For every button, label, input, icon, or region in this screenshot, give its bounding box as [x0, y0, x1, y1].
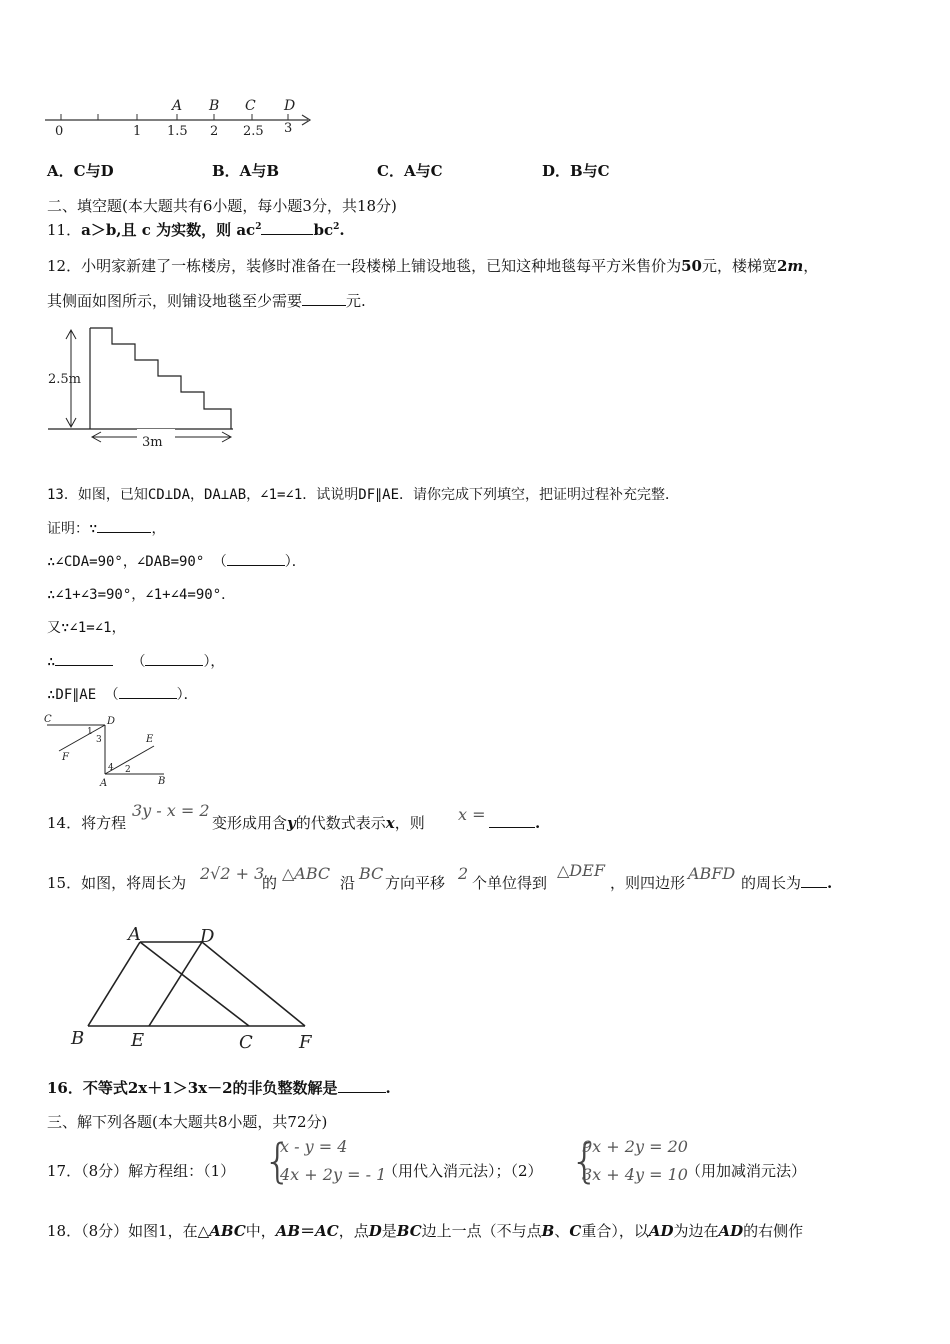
q17-method-2: （用加减消元法）	[686, 1162, 807, 1180]
stair-width-label: 3m	[142, 435, 163, 450]
tick-label-2: 2	[210, 124, 219, 139]
option-d: D．B与C	[542, 162, 610, 180]
q18-i: 为边在	[673, 1222, 719, 1240]
q18-ac: AC	[315, 1222, 339, 1240]
q16-end: .	[385, 1079, 391, 1097]
q15-quad: ABFD	[688, 864, 736, 883]
q15-label-a: A	[128, 924, 141, 945]
q13-proof-line-6	[47, 684, 198, 705]
q18-point-c: C	[569, 1222, 582, 1240]
q18-bc: BC	[396, 1222, 422, 1240]
q13-proof-line-4: 又∵∠1=∠1，	[47, 620, 126, 636]
q18-e: 是	[381, 1222, 397, 1240]
question-13: 13．如图，已知CD⊥DA，DA⊥AB，∠1=∠1．试说明DF∥AE．请你完成下列填空，把证明过程补充完整．	[47, 487, 680, 503]
q11-answer-blank[interactable]	[261, 220, 313, 235]
q18-g: 、	[554, 1222, 570, 1240]
q17-brace-1: {	[263, 1134, 293, 1188]
q13-blank-2[interactable]	[227, 551, 285, 566]
q13-proof-line-5	[47, 651, 224, 672]
q18-d: ，点	[338, 1222, 369, 1240]
q14-mid-b: 的代数式表示	[295, 814, 386, 832]
q12-answer-blank[interactable]	[302, 291, 346, 306]
q11-sup-2: 2	[333, 222, 340, 232]
q15-triangle-abc: △ABC	[282, 864, 331, 883]
q15-answer-blank[interactable]	[801, 873, 827, 888]
q15-label-b: B	[71, 1028, 85, 1049]
point-label-d: D	[284, 98, 296, 114]
q13-label-1: 1	[87, 727, 93, 737]
q13-proof-line-2	[47, 551, 306, 572]
q13-blank-4[interactable]	[145, 651, 203, 666]
q11-text-a: a＞b,且 c 为实数，则 ac	[81, 221, 256, 239]
point-label-b: B	[209, 98, 220, 114]
question-11	[47, 220, 345, 240]
q11-number: 11．	[47, 221, 82, 239]
q12-text-end: 元.	[346, 292, 366, 310]
q14-number: 14．将方程	[47, 814, 127, 832]
q13-label-c: C	[44, 714, 52, 725]
point-label-a: A	[172, 98, 183, 114]
q12-text-c: 元，楼梯宽	[701, 257, 777, 275]
section-2-heading: 二、填空题(本大题共有6小题，每小题3分，共18分)	[47, 197, 397, 215]
q11-end: .	[339, 221, 345, 239]
question-12-line-2	[47, 291, 366, 311]
q16-answer-blank[interactable]	[338, 1078, 386, 1093]
q15-label-e: E	[131, 1030, 145, 1051]
q14-rest	[212, 813, 425, 833]
q14-answer	[489, 813, 540, 833]
q17-sys1-eq2: 4x + 2y = - 1	[280, 1165, 387, 1184]
q17-sys1-eq1: x - y = 4	[280, 1137, 348, 1156]
q12-price: 50	[681, 257, 702, 275]
section-3-heading: 三、解下列各题(本大题共8小题，共72分)	[47, 1113, 328, 1131]
q15-distance: 2	[458, 864, 469, 883]
q13-label-3: 3	[96, 735, 102, 745]
q14-equation: 3y - x = 2	[132, 801, 210, 820]
q15-triangle-def: △DEF	[557, 861, 605, 880]
q17-brace-2: {	[570, 1134, 600, 1188]
q14-var-y: y	[287, 814, 296, 832]
q13-step5-b: （	[131, 654, 146, 670]
q13-step5-c: ），	[203, 654, 225, 670]
question-18	[47, 1221, 803, 1241]
q13-blank-1[interactable]	[97, 518, 151, 533]
q13-step2-a: ∴∠CDA=90°，∠DAB=90° （	[47, 554, 227, 570]
q13-label-f: F	[62, 752, 69, 763]
q11-text-b: bc	[313, 221, 334, 239]
question-16	[47, 1078, 391, 1098]
q15-figure	[65, 920, 330, 1055]
q15-t5: ，则四边形	[610, 874, 686, 892]
q18-f: 边上一点（不与点	[421, 1222, 542, 1240]
q18-h: 重合），以	[581, 1222, 649, 1240]
stair-height-label: 2.5m	[48, 372, 82, 387]
option-c: C．A与C	[377, 162, 443, 180]
q17-sys2-eq1: 9x + 2y = 20	[582, 1137, 688, 1156]
q13-blank-3[interactable]	[55, 651, 113, 666]
tick-label-1: 1	[133, 124, 142, 139]
q13-step6-a: ∴DF∥AE （	[47, 687, 119, 703]
q16-text: 16．不等式2x＋1＞3x－2的非负整数解是	[47, 1079, 338, 1097]
q12-text-line2: 其侧面如图所示，则铺设地毯至少需要	[47, 292, 303, 310]
q15-t6	[741, 873, 832, 893]
q13-label-a: A	[100, 778, 108, 789]
q13-proof-line-3: ∴∠1+∠3=90°，∠1+∠4=90°．	[47, 587, 236, 603]
q15-label-f: F	[299, 1032, 312, 1053]
q15-number: 15．如图，将周长为	[47, 874, 187, 892]
q15-t4: 个单位得到	[472, 874, 548, 892]
tick-label-0: 0	[55, 124, 64, 139]
q18-ad: AD	[648, 1222, 674, 1240]
q18-j: 的右侧作	[743, 1222, 804, 1240]
q18-c: ＝	[300, 1222, 316, 1240]
q13-label-2: 2	[125, 765, 131, 775]
q12-unit: m	[787, 257, 804, 275]
q14-end: .	[535, 814, 541, 832]
q18-abc: ABC	[209, 1222, 246, 1240]
q15-label-c: C	[239, 1032, 253, 1053]
q13-step5-a: ∴	[47, 654, 56, 670]
tick-label-1-5: 1.5	[167, 124, 188, 139]
q17-method-1: （用代入消元法）；（2）	[383, 1162, 543, 1180]
q13-label-4: 4	[108, 763, 114, 773]
q15-label-d: D	[200, 926, 215, 947]
q15-perimeter: 2√2 + 3	[200, 864, 265, 883]
q18-point-d: D	[368, 1222, 382, 1240]
option-a: A．C与D	[47, 162, 114, 180]
q15-t2: 沿	[340, 874, 356, 892]
q13-label-d: D	[107, 716, 116, 727]
q15-end: .	[827, 874, 833, 892]
q13-label-b: B	[158, 776, 166, 787]
q15-t6-text: 的周长为	[741, 874, 802, 892]
q18-b: 中，	[245, 1222, 276, 1240]
q13-label-e: E	[146, 734, 154, 745]
q13-proof-end: ，	[151, 521, 166, 537]
stair-figure	[45, 323, 240, 453]
q11-sup-1: 2	[255, 222, 262, 232]
point-label-c: C	[245, 98, 256, 114]
q13-step6-b: ）．	[176, 687, 198, 703]
q18-a: 18．（8分）如图1，在△	[47, 1222, 210, 1240]
q18-ad-2: AD	[718, 1222, 744, 1240]
q14-mid-a: 变形成用含	[212, 814, 288, 832]
q13-step2-b: ）．	[284, 554, 306, 570]
q17-number: 17．（8分）解方程组：（1）	[47, 1162, 236, 1180]
q13-proof-start: 证明：∵	[47, 521, 98, 537]
q13-proof-line-1	[47, 518, 165, 539]
q14-var-x: x	[385, 814, 395, 832]
q15-t1: 的	[262, 874, 278, 892]
q18-ab: AB	[275, 1222, 301, 1240]
q14-lhs: x =	[458, 805, 486, 824]
option-b: B．A与B	[212, 162, 279, 180]
q15-t3: 方向平移	[385, 874, 446, 892]
q14-answer-blank[interactable]	[489, 813, 535, 828]
q15-segment-bc: BC	[359, 864, 384, 883]
tick-label-2-5: 2.5	[243, 124, 264, 139]
q18-point-b: B	[541, 1222, 555, 1240]
number-line-figure	[40, 92, 330, 140]
q12-text-a: 12．小明家新建了一栋楼房，装修时准备在一段楼梯上铺设地毯，已知这种地毯每平方米售价为	[47, 257, 682, 275]
q17-sys2-eq2: 3x + 4y = 10	[582, 1165, 688, 1184]
q12-width: 2	[776, 257, 788, 275]
question-12-line-1	[47, 256, 818, 276]
question-14	[47, 813, 126, 833]
tick-label-3: 3	[284, 121, 293, 136]
q13-figure	[42, 712, 172, 790]
q12-text-f: ，	[803, 257, 819, 275]
q14-mid-c: ，则	[394, 814, 425, 832]
q13-blank-5[interactable]	[119, 684, 177, 699]
